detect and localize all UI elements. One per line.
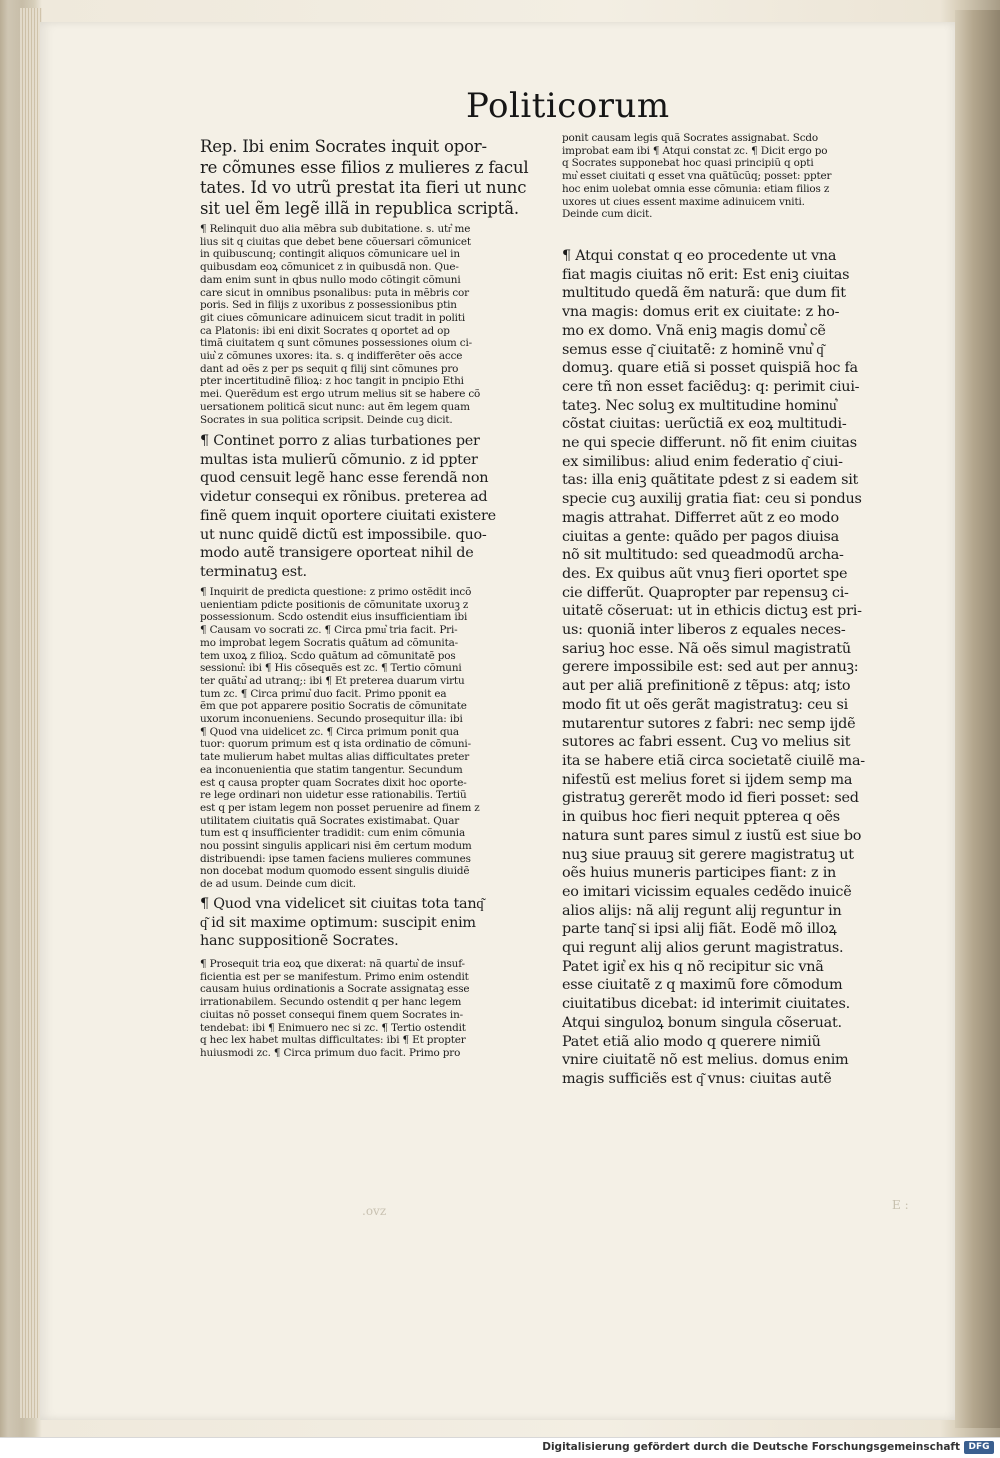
text-line: modo autẽ transigere oporteat nihil de: [200, 545, 474, 562]
text-line: non docebat modum quomodo essent singulis diuidẽ: [200, 865, 470, 878]
footer-band: [0, 1437, 1000, 1458]
text-line: sit uel ẽm legẽ illã in republica scriptã.: [200, 198, 519, 218]
text-line: oẽs huius muneris participes fiant: z in: [562, 865, 837, 882]
text-line: ca Platonis: ibi eni dixit Socrates q oportet ad op: [200, 324, 450, 337]
text-line: ea inconuenientia que statim tangentur. Secundum: [200, 763, 463, 776]
text-line: utilitatem ciuitatis quã Socrates existimabat. Quar: [200, 814, 460, 827]
book-fore-edge: [955, 10, 1000, 1428]
text-line: Patet etiã alio modo q querere nimiũ: [562, 1033, 821, 1050]
text-line: nõ sit multitudo: sed queadmodũ archa-: [562, 547, 844, 564]
text-line: videtur consequi ex rõnibus. preterea ad: [200, 489, 488, 506]
text-line: multitudo quedã ẽm naturã: que dum fit: [562, 285, 846, 302]
text-line: ficientia est per se manifestum. Primo enim ostendit: [200, 970, 469, 983]
text-block-left-a: [200, 137, 545, 219]
text-line: tates. Id vo utrũ prestat ita fieri ut nunc: [200, 178, 527, 197]
text-line: tateꝫ. Nec soluꝫ ex multitudine hominu͛: [562, 397, 837, 414]
text-line: nifestũ est melius foret si ijdem semp ma: [562, 771, 853, 788]
text-block-left-e: [200, 895, 545, 952]
text-line: irrationabilem. Secundo ostendit q per hanc legem: [200, 996, 462, 1009]
text-line: mu͛ esset ciuitati q esset vna quãtũcũq; posset: ppter: [562, 170, 832, 183]
text-line: hoc enim uolebat omnia esse cõmunia: etiam filios z: [562, 182, 830, 195]
text-line: uiu͛ z cõmunes uxores: ita. s. q indifferẽter oẽs acce: [200, 350, 463, 363]
text-line: q hec lex habet multas difficultates: ibi ¶ Et propter: [200, 1034, 466, 1047]
text-line: eo imitari vicissim equales cedẽdo inuicẽ: [562, 883, 852, 900]
text-line: ciuitatibus dicebat: id interimit ciuitates.: [562, 996, 850, 1013]
text-line: sariuꝫ hoc esse. Nã oẽs simul magistratũ: [562, 640, 851, 657]
text-line: ¶ Prosequit tria eoꝝ que dixerat: nã quartu͛ de insuf-: [200, 958, 465, 970]
text-line: gistratuꝫ gererẽt modo id fieri posset: sed: [562, 790, 859, 807]
text-line: poris. Sed in filijs z uxoribus z possessionibus ptin: [200, 299, 457, 312]
text-line: tendebat: ibi ¶ Enimuero nec si zc. ¶ Tertio ostendit: [200, 1021, 466, 1034]
text-line: des. Ex quibus aũt vnuꝫ fieri oportet spe: [562, 565, 848, 582]
text-line: dant ad oẽs z per ps sequit q filij sint cõmunes pro: [200, 362, 459, 375]
text-line: Rep. Ibi enim Socrates inquit opor-: [200, 137, 487, 156]
text-line: possessionum. Scdo ostendit eius insufficientiam ibi: [200, 611, 468, 624]
text-line: Patet igit͛ ex his q nõ recipitur sic vnã: [562, 958, 824, 975]
commentary-block-right-a: [562, 132, 900, 222]
text-line: ne qui specie differunt. nõ fit enim ciuitas: [562, 435, 857, 452]
text-line: re lege ordinari non uidetur esse rationabilis. Tertiũ: [200, 789, 467, 802]
text-line: semus esse q͂ ciuitatẽ: z hominẽ vnu͛ q͂: [562, 341, 824, 358]
text-line: q Socrates supponebat hoc quasi principiũ q opti: [562, 157, 814, 170]
text-line: ¶ Causam vo socrati zc. ¶ Circa pmu͛ tria facit. Pri-: [200, 624, 458, 637]
text-line: huiusmodi zc. ¶ Circa primum duo facit. Primo pro: [200, 1046, 461, 1059]
text-line: ¶ Relinquit duo alia mẽbra sub dubitatione. s. utr͛ me: [200, 223, 471, 235]
text-line: est q causa propter quam Socrates dixit hoc oporte-: [200, 776, 467, 789]
page-edges-left: [20, 8, 42, 1418]
text-line: mo improbat legem Socratis quãtum ad cõmunita-: [200, 636, 459, 649]
text-block-left-c: [200, 432, 545, 582]
text-line: mutarentur sutores z fabri: nec semp ijdẽ: [562, 715, 856, 732]
text-line: cere tñ non esset faciẽduꝫ: q: perimit ciui-: [562, 378, 860, 395]
right-column: [562, 132, 900, 1089]
text-line: ¶ Inquirit de predicta questione: z primo ostẽdit incõ: [200, 586, 472, 598]
text-line: finẽ quem inquit oportere ciuitati existere: [200, 507, 496, 524]
text-line: magis sufficiẽs est q͂ vnus: ciuitas autẽ: [562, 1070, 832, 1087]
text-line: dam enim sunt in qbus nullo modo cõtingit cõmuni: [200, 273, 461, 286]
text-line: ex similibus: aliud enim federatio q͂ ciui-: [562, 453, 843, 470]
text-line: est q per istam legem non posset peruenire ad finem z: [200, 801, 480, 814]
text-line: care sicut in omnibus psonalibus: puta in mẽbris cor: [200, 286, 469, 299]
text-line: in quibus hoc fieri nequit ppterea q oẽs: [562, 809, 840, 826]
text-line: us: quoniã inter liberos z equales neces-: [562, 622, 846, 639]
text-line: natura sunt pares simul z iustũ est siue bo: [562, 827, 862, 844]
text-line: causam huius ordinationis a Socrate assignataꝫ esse: [200, 983, 470, 996]
text-line: gerere impossibile est: sed aut per annuꝫ:: [562, 659, 859, 676]
text-line: vnire ciuitatẽ nõ est melius. domus enim: [562, 1052, 849, 1069]
text-line: Deinde cum dicit.: [562, 208, 653, 221]
left-column: [200, 137, 545, 1061]
text-line: aut per aliã prefinitionẽ z tẽpus: atq; isto: [562, 678, 851, 695]
text-line: Atqui singuloꝝ bonum singula cõseruat.: [562, 1014, 842, 1031]
text-line: nuꝫ siue prauuꝫ sit gerere magistratuꝫ ut: [562, 846, 854, 863]
text-line: re cõmunes esse filios z mulieres z facul: [200, 157, 529, 177]
text-line: uersationem politicã sicut nunc: aut ẽm legem quam: [200, 400, 470, 413]
bleed-through-mark: .ovz: [362, 1204, 387, 1218]
text-line: mei. Querẽdum est ergo utrum melius sit se habere cõ: [200, 388, 481, 401]
text-line: domuꝫ. quare etiã si posset quispiã hoc fa: [562, 360, 858, 377]
text-line: modo fit ut oẽs gerãt magistratuꝫ: ceu si: [562, 696, 849, 713]
text-line: cõstat ciuitas: uerũctiã ex eoꝝ multitudi-: [562, 416, 847, 433]
text-line: uenientiam pdicte positionis de cõmunitate uxoruꝫ z: [200, 598, 469, 611]
text-line: specie cuꝫ auxilij gratia fiat: ceu si pondus: [562, 491, 862, 508]
text-line: tas: illa eniꝫ quãtitate pdest z si eadem sit: [562, 472, 859, 489]
text-line: ita se habere etiã circa societatẽ ciuilẽ ma-: [562, 752, 865, 769]
text-line: tuor: quorum primum est q ista ordinatio de cõmuni-: [200, 738, 471, 751]
text-line: timã ciuitatem q sunt cõmunes possessiones oium ci-: [200, 337, 472, 350]
text-line: cie differũt. Quapropter par repensuꝫ ci-: [562, 584, 849, 601]
text-line: distribuendi: ipse tamen faciens mulieres communes: [200, 852, 471, 865]
text-line: sessionu͛: ibi ¶ His cõsequẽs est zc. ¶ Tertio cõmuni: [200, 662, 462, 675]
text-line: Socrates in sua politica scripsit. Deinde cuꝫ dicit.: [200, 413, 453, 426]
text-line: mo ex domo. Vnã eniꝫ magis domu͛ cẽ: [562, 322, 826, 339]
text-line: alios alijs: nã alij regunt alij reguntur in: [562, 902, 842, 919]
text-line: tem uxoꝝ z filioꝝ. Scdo quãtum ad cõmunitatẽ pos: [200, 649, 456, 662]
text-line: uxores ut ciues essent maxime adinuicem vniti.: [562, 195, 805, 208]
text-line: pter incertitudinẽ filioꝝ: z hoc tangit in pncipio Ethi: [200, 375, 464, 388]
text-line: hanc suppositionẽ Socrates.: [200, 933, 399, 950]
running-title: Politicorum: [466, 86, 670, 126]
text-line: ¶ Quod vna videlicet sit ciuitas tota tanq͂: [200, 896, 484, 912]
funding-notice: Digitalisierung gefördert durch die Deutsche Forschungsgemeinschaft: [542, 1441, 960, 1453]
text-line: ut nunc quidẽ dictũ est impossibile. quo-: [200, 526, 487, 543]
text-line: ẽm que pot apparere positio Socratis de cõmunitate: [200, 700, 467, 713]
commentary-block-left-f: [200, 958, 545, 1061]
text-line: ciuitas nõ posset consequi finem quem Socrates in-: [200, 1008, 463, 1021]
text-line: tum est q insufficienter tradidit: cum enim cõmunia: [200, 827, 466, 840]
text-line: quibusdam eoꝝ cõmunicet z in quibusdã non. Que-: [200, 261, 459, 274]
text-line: lius sit q ciuitas que debet bene cõuersari cõmunicet: [200, 235, 471, 248]
text-line: q͂ id sit maxime optimum: suscipit enim: [200, 914, 476, 931]
text-line: tum zc. ¶ Circa primu͛ duo facit. Primo pponit ea: [200, 687, 447, 700]
text-line: quod censuit legẽ hanc esse ferendã non: [200, 470, 489, 487]
text-line: ¶ Quod vna uidelicet zc. ¶ Circa primum ponit qua: [200, 725, 459, 738]
text-line: esse ciuitatẽ z q maximũ fore cõmodum: [562, 977, 843, 994]
text-line: vna magis: domus erit ex ciuitate: z ho-: [562, 304, 840, 321]
text-line: parte tanq͂ si ipsi alij fiãt. Eodẽ mõ illoꝝ: [562, 921, 837, 938]
text-line: git ciues cõmunicare adinuicem sicut tradit in politi: [200, 311, 465, 324]
text-line: qui regunt alij alios gerunt magistratus.: [562, 940, 844, 957]
text-line: fiat magis ciuitas nõ erit: Est eniꝫ ciuitas: [562, 266, 850, 283]
text-line: magis attrahat. Differret aũt z eo modo: [562, 509, 839, 526]
text-line: uxorum inconueniens. Secundo prosequitur illa: ibi: [200, 713, 463, 726]
text-line: de ad usum. Deinde cum dicit.: [200, 878, 356, 891]
text-line: ponit causam legis quã Socrates assignabat. Scdo: [562, 132, 819, 144]
text-block-right-b: [562, 247, 900, 1089]
text-line: terminatuꝫ est.: [200, 563, 307, 580]
text-line: in quibuscunq; contingit aliquos cõmunicare uel in: [200, 248, 460, 261]
text-line: improbat eam ibi ¶ Atqui constat zc. ¶ Dicit ergo po: [562, 144, 828, 157]
text-line: nou possint singulis applicari nisi ẽm certum modum: [200, 840, 472, 853]
bleed-through-mark: E :: [892, 1198, 909, 1212]
text-line: ciuitas a gente: quãdo per pagos diuisa: [562, 528, 839, 545]
text-line: uitatẽ cõseruat: ut in ethicis dictuꝫ est pri-: [562, 603, 862, 620]
text-line: ¶ Atqui constat q eo procedente ut vna: [562, 248, 837, 264]
text-line: multas ista mulierũ cõmunio. z id ppter: [200, 451, 478, 468]
text-line: ¶ Continet porro z alias turbationes per: [200, 433, 480, 449]
text-line: sutores ac fabri essent. Cuꝫ vo melius sit: [562, 734, 851, 751]
text-line: tate mulierum habet multas alias difficultates preter: [200, 751, 470, 764]
commentary-block-left-b: [200, 223, 545, 428]
dfg-logo: DFG: [964, 1441, 994, 1454]
text-line: ter quãtu͛ ad utranq;: ibi ¶ Et preterea duarum virtu: [200, 674, 465, 687]
commentary-block-left-d: [200, 586, 545, 892]
